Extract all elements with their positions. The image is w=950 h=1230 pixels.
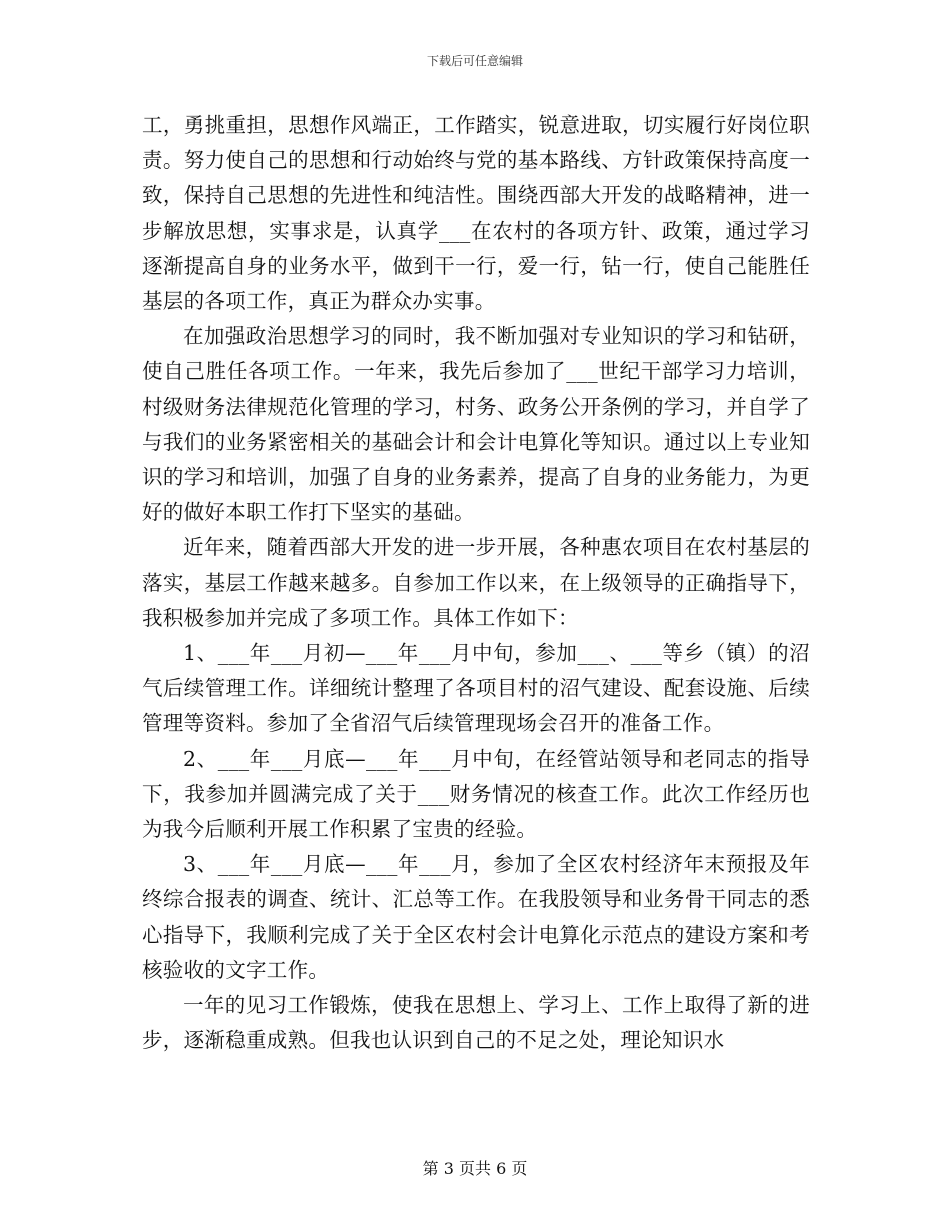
page-header: 下载后可任意编辑 <box>426 54 523 68</box>
paragraph: 近年来，随着西部大开发的进一步开展，各种惠农项目在农村基层的落实，基层工作越来越多。自参加工作以来，在上级领导的正确指导下，我积极参加并完成了多项工作。具体工作如下： <box>142 535 810 630</box>
paragraph: 在加强政治思想学习的同时，我不断加强对专业知识的学习和钻研，使自己胜任各项工作。一年来，我先后参加了___世纪干部学习力培训，村级财务法律规范化管理的学习，村务、政务公开条例的学习，并自学了与我们的业务紧密相关的基础会计和会计电算化等知识。通过以上专业知识的学习和培训，加强了自身的业务素养，提高了自身的业务能力，为更好的做好本职工作打下坚实的基础。 <box>142 324 810 525</box>
document-body <box>142 108 810 1058</box>
list-item: 2、___年___月底—___年___月中旬，在经管站领导和老同志的指导下，我参加并圆满完成了关于___财务情况的核查工作。此次工作经历也为我今后顺利开展工作积累了宝贵的经验。 <box>142 746 810 842</box>
list-item: 1、___年___月初—___年___月中旬，参加___、___等乡（镇）的沼气后续管理工作。详细统计整理了各项目村的沼气建设、配套设施、后续管理等资料。参加了全省沼气后续管理现场会召开的准备工作。 <box>142 641 810 736</box>
page-number: 第 3 页共 6 页 <box>422 1159 528 1178</box>
paragraph: 一年的见习工作锻炼，使我在思想上、学习上、工作上取得了新的进步，逐渐稳重成熟。但我也认识到自己的不足之处，理论知识水 <box>142 993 810 1053</box>
paragraph: 工，勇挑重担，思想作风端正，工作踏实，锐意进取，切实履行好岗位职责。努力使自己的思想和行动始终与党的基本路线、方针政策保持高度一致，保持自己思想的先进性和纯洁性。围绕西部大开发的战略精神，进一步解放思想，实事求是，认真学___在农村的各项方针、政策，通过学习逐渐提高自身的业务水平，做到干一行，爱一行，钻一行，使自己能胜任基层的各项工作，真正为群众办实事。 <box>142 113 810 314</box>
list-item: 3、___年___月底—___年___月，参加了全区农村经济年末预报及年终综合报表的调查、统计、汇总等工作。在我股领导和业务骨干同志的悉心指导下，我顺利完成了关于全区农村会计电算化示范点的建设方案和考核验收的文字工作。 <box>142 852 810 982</box>
